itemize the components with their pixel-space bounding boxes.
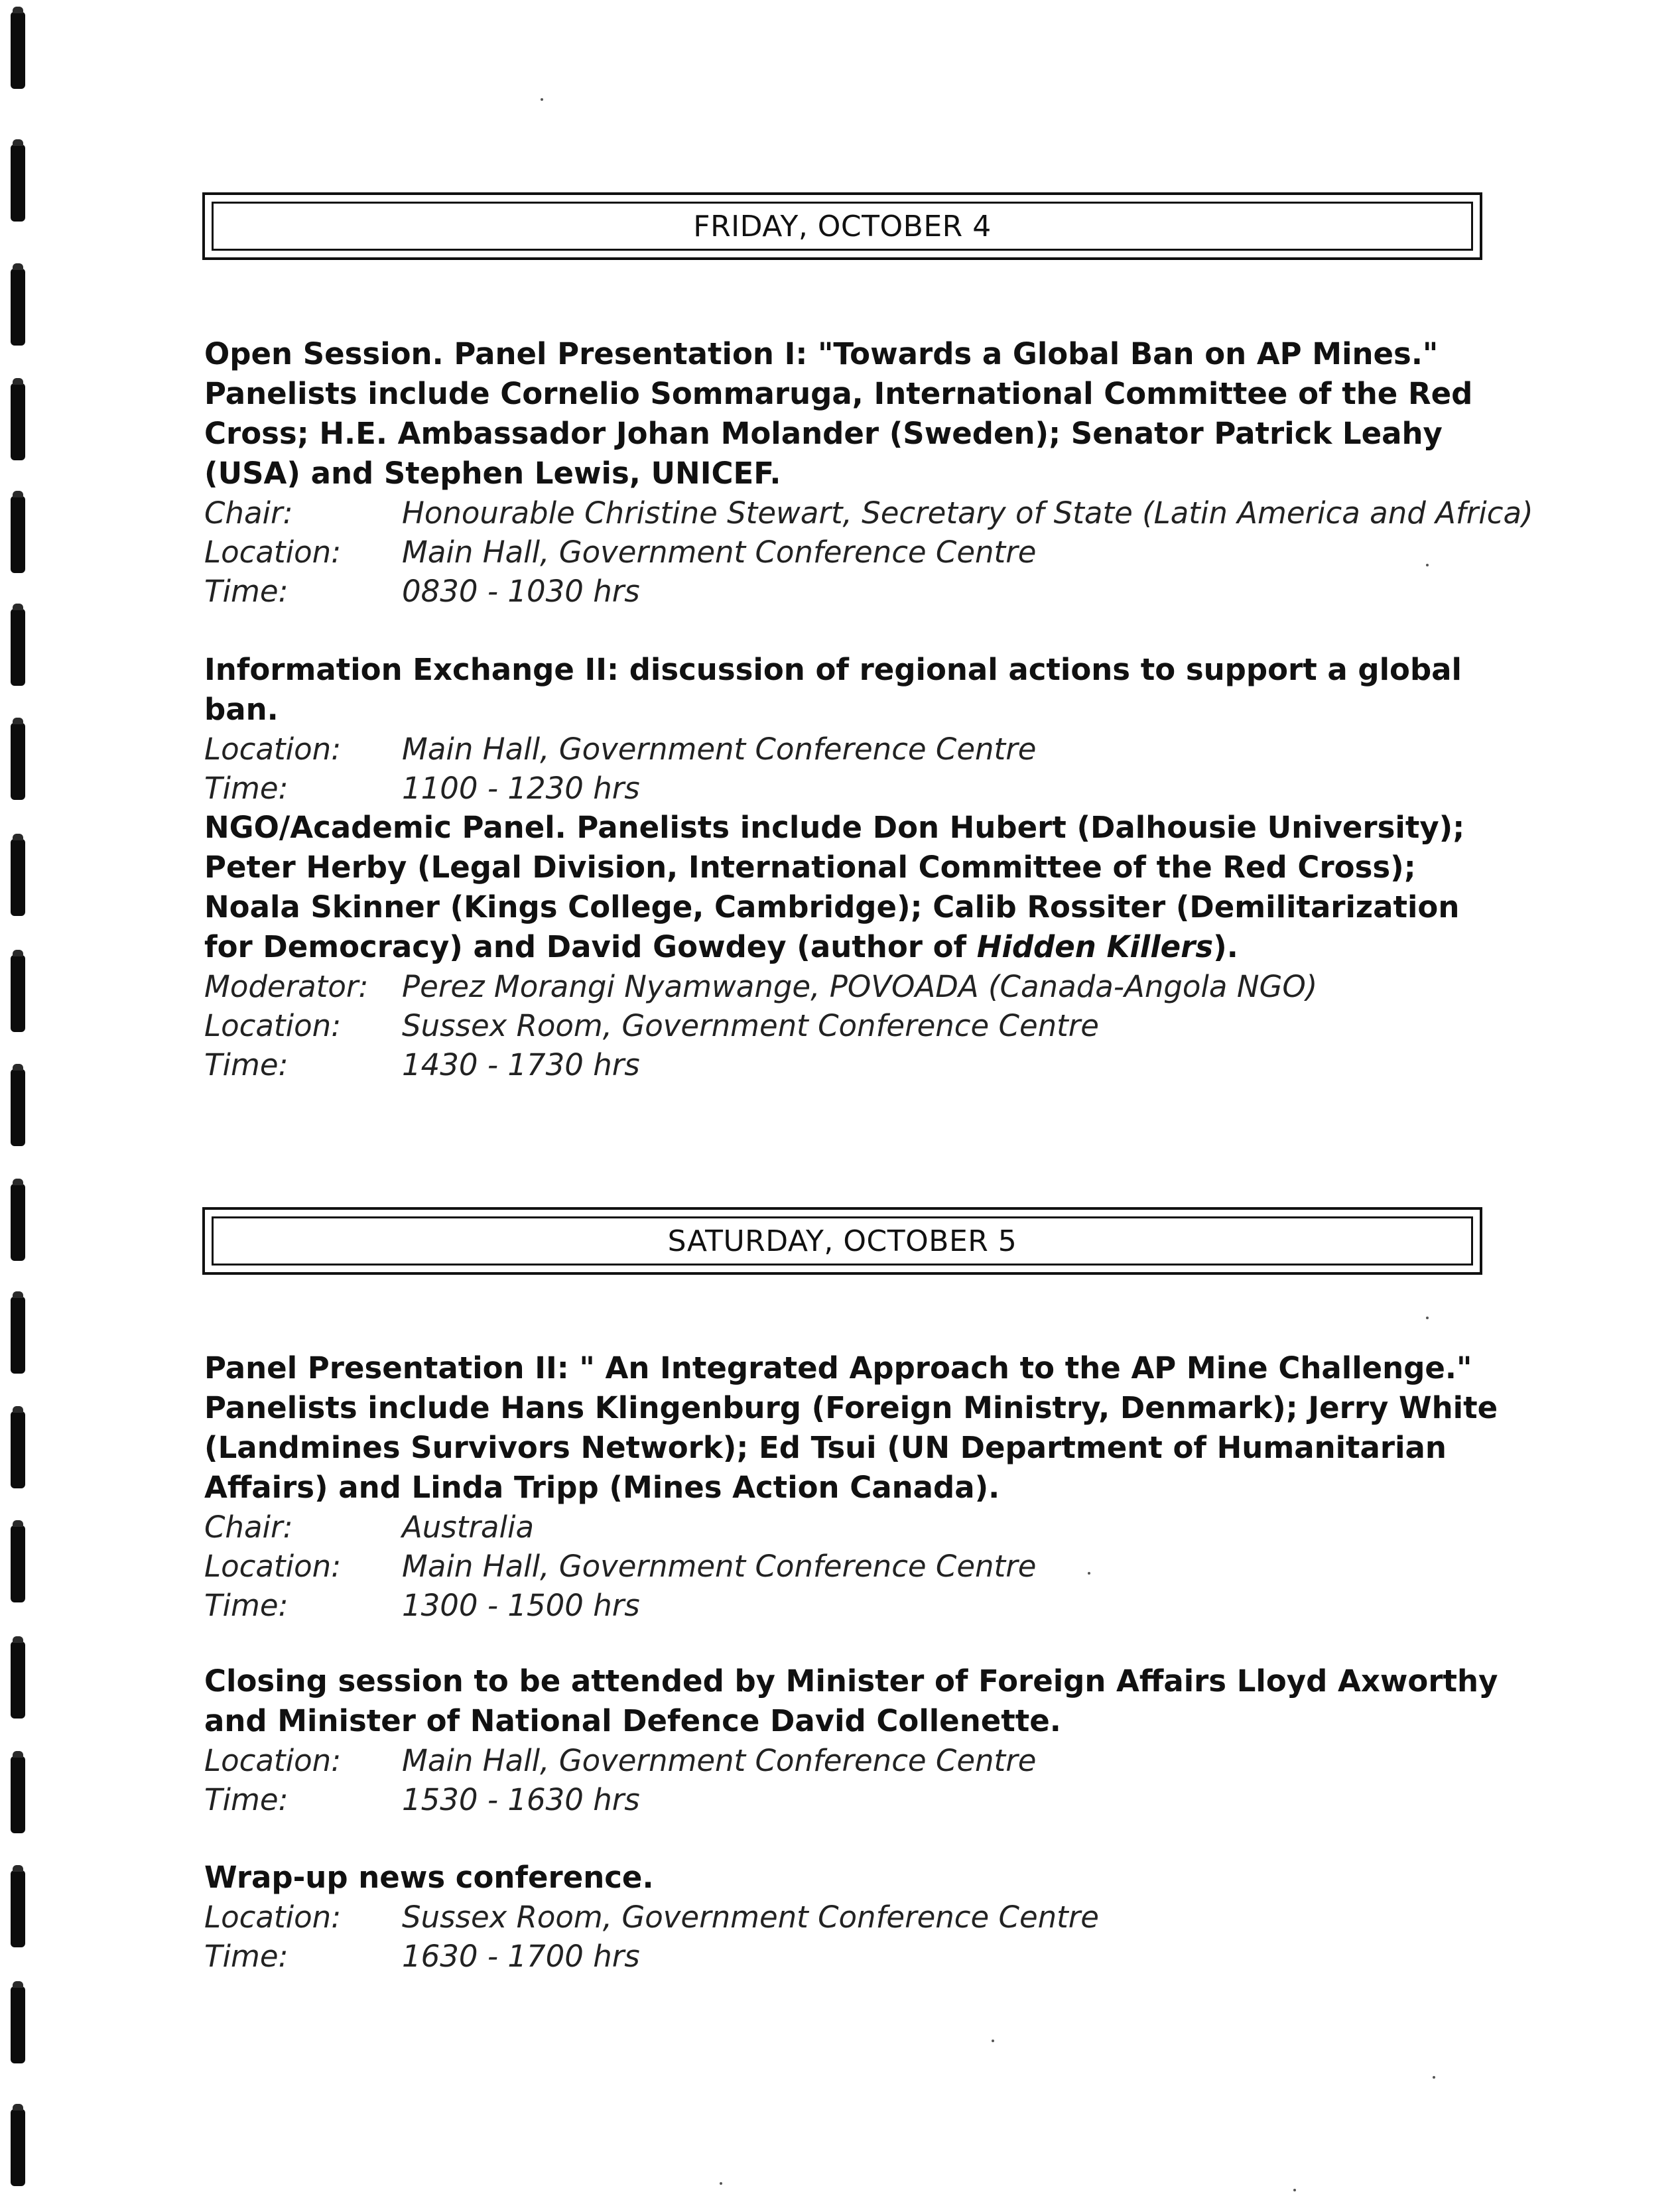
- binder-hole: [11, 269, 25, 346]
- detail-label: Time:: [204, 1047, 289, 1082]
- binder-hole: [11, 1870, 25, 1947]
- detail-label: Moderator:: [204, 969, 369, 1004]
- session-title: Information Exchange II: discussion of regional actions to support a global ban.: [204, 652, 1462, 727]
- detail-value: 0830 - 1030 hrs: [402, 574, 640, 609]
- detail-label: Time:: [204, 574, 289, 609]
- detail-row-time: [204, 769, 1504, 808]
- session-title-end: ).: [1213, 929, 1238, 964]
- detail-value: 1530 - 1630 hrs: [402, 1782, 640, 1817]
- day-header-inner-border: [212, 202, 1473, 251]
- detail-row-location: [204, 533, 1504, 572]
- detail-row-location: [204, 1547, 1504, 1586]
- scan-speck: [541, 98, 543, 101]
- day-title: FRIDAY, OCTOBER 4: [693, 209, 992, 243]
- day-header-friday: [202, 192, 1482, 260]
- scan-speck: [1426, 564, 1429, 566]
- session-closing: [204, 1661, 1504, 1819]
- binder-hole: [11, 723, 25, 800]
- detail-row-time: [204, 572, 1504, 611]
- session-title: Closing session to be attended by Minister of Foreign Affairs Lloyd Axworthy and Minister of National Defence David Collenette.: [204, 1663, 1498, 1738]
- binder-hole: [11, 1526, 25, 1602]
- detail-row-time: [204, 1586, 1504, 1625]
- scan-speck: [992, 2040, 994, 2042]
- detail-label: Location:: [204, 1549, 342, 1584]
- detail-label: Location:: [204, 535, 342, 570]
- detail-label: Time:: [204, 1588, 289, 1623]
- binder-hole: [11, 2109, 25, 2186]
- detail-label: Location:: [204, 1900, 342, 1935]
- session-open-session: [204, 334, 1533, 611]
- scan-speck: [1426, 1317, 1429, 1319]
- detail-value: Sussex Room, Government Conference Centre: [402, 1008, 1099, 1043]
- detail-label: Time:: [204, 1939, 289, 1974]
- scan-speck: [1433, 2076, 1435, 2079]
- binder-hole: [11, 1184, 25, 1261]
- detail-value: 1300 - 1500 hrs: [402, 1588, 640, 1623]
- session-wrap-up: [204, 1858, 1504, 1976]
- detail-row-time: [204, 1045, 1504, 1084]
- detail-row-location: [204, 730, 1504, 769]
- session-title-text: NGO/Academic Panel. Panelists include Don Hubert (Dalhousie University); Peter Herby (Legal Division, International Committee of the Red Cross); Noala Skinner (Kings College, Cambridge); Calib Rossiter (Demilitarization for Democracy) and David Gowdey (author of: [204, 810, 1465, 964]
- session-ngo-academic-panel: [204, 808, 1504, 1084]
- detail-label: Chair:: [204, 495, 293, 531]
- binder-hole: [11, 1986, 25, 2063]
- detail-value: Perez Morangi Nyamwange, POVOADA (Canada-Angola NGO): [402, 969, 1318, 1004]
- binder-hole: [11, 955, 25, 1032]
- scan-speck: [1293, 2189, 1296, 2191]
- detail-label: Location:: [204, 1743, 342, 1778]
- detail-label: Location:: [204, 1008, 342, 1043]
- scan-speck: [720, 2182, 722, 2185]
- detail-row-time: [204, 1780, 1504, 1819]
- detail-value: Australia: [402, 1510, 535, 1545]
- book-title: Hidden Killers: [976, 929, 1214, 964]
- detail-label: Time:: [204, 1782, 289, 1817]
- binder-hole: [11, 1069, 25, 1146]
- detail-value: 1430 - 1730 hrs: [402, 1047, 640, 1082]
- detail-value: Main Hall, Government Conference Centre: [402, 535, 1037, 570]
- detail-value: Main Hall, Government Conference Centre: [402, 1549, 1037, 1584]
- session-title: Panel Presentation II: " An Integrated Approach to the AP Mine Challenge." Panelists include Hans Klingenburg (Foreign Ministry, Denmark); Jerry White (Landmines Survivors Network); Ed Tsui (UN Department of Humanitarian Affairs) and Linda Tripp (Mines Action Canada).: [204, 1350, 1498, 1505]
- session-title: Open Session. Panel Presentation I: "Towards a Global Ban on AP Mines." Panelists include Cornelio Sommaruga, International Committee of the Red Cross; H.E. Ambassador Johan Molander (Sweden); Senator Patrick Leahy (USA) and Stephen Lewis, UNICEF.: [204, 336, 1473, 491]
- session-information-exchange: [204, 650, 1504, 808]
- session-title: [204, 808, 1504, 967]
- detail-value: 1100 - 1230 hrs: [402, 771, 640, 806]
- detail-row-location: [204, 1741, 1504, 1780]
- day-header-saturday: [202, 1207, 1482, 1275]
- detail-row-chair: [204, 1508, 1504, 1547]
- binder-hole: [11, 12, 25, 89]
- detail-row-chair: [204, 493, 1533, 533]
- binder-hole: [11, 496, 25, 573]
- scan-speck: [1088, 1572, 1090, 1575]
- detail-row-location: [204, 1006, 1504, 1045]
- detail-row-location: [204, 1898, 1504, 1937]
- binder-holes: [0, 0, 40, 2208]
- binder-hole: [11, 1756, 25, 1833]
- binder-hole: [11, 609, 25, 686]
- day-header-inner-border: [212, 1216, 1473, 1266]
- binder-hole: [11, 1297, 25, 1374]
- detail-value: Main Hall, Government Conference Centre: [402, 1743, 1037, 1778]
- session-panel-presentation-ii: [204, 1348, 1504, 1625]
- detail-value: Sussex Room, Government Conference Centre: [402, 1900, 1099, 1935]
- binder-hole: [11, 1411, 25, 1488]
- detail-value: Honourable Christine Stewart, Secretary of State (Latin America and Africa): [402, 495, 1533, 531]
- detail-label: Chair:: [204, 1510, 293, 1545]
- detail-label: Location:: [204, 732, 342, 767]
- binder-hole: [11, 1642, 25, 1719]
- binder-hole: [11, 383, 25, 460]
- detail-row-moderator: [204, 967, 1504, 1006]
- detail-row-time: [204, 1937, 1504, 1976]
- detail-value: 1630 - 1700 hrs: [402, 1939, 640, 1974]
- day-title: SATURDAY, OCTOBER 5: [667, 1224, 1017, 1258]
- binder-hole: [11, 839, 25, 916]
- detail-value: Main Hall, Government Conference Centre: [402, 732, 1037, 767]
- session-title: Wrap-up news conference.: [204, 1860, 654, 1895]
- binder-hole: [11, 145, 25, 222]
- detail-label: Time:: [204, 771, 289, 806]
